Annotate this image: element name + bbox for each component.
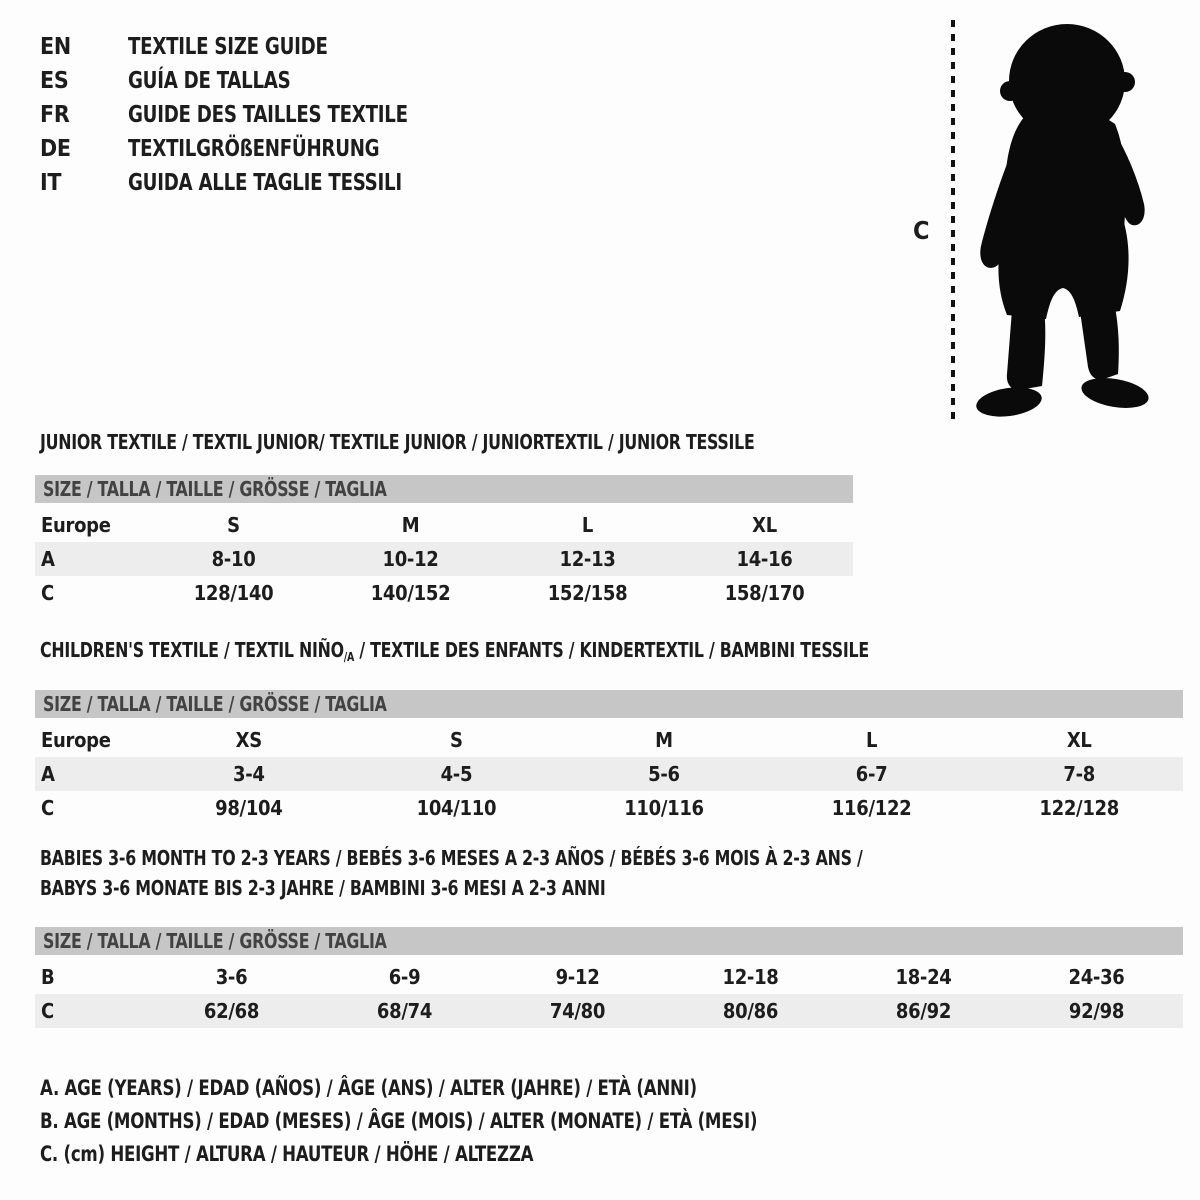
table-row (35, 576, 853, 610)
size-cell: 12-13 (559, 547, 616, 571)
size-cell: S (450, 728, 463, 752)
size-cell: 104/110 (416, 796, 497, 820)
legend-text: A. AGE (YEARS) / EDAD (AÑOS) / ÂGE (ANS) / ALTER (JAHRE) / ETÀ (ANNI) (40, 1076, 697, 1100)
size-cell: 7-8 (1063, 762, 1095, 786)
size-table (35, 723, 1183, 825)
size-cell: 5-6 (648, 762, 680, 786)
size-cell: XS (235, 728, 262, 752)
size-cell: 128/140 (193, 581, 274, 605)
lang-code: IT (40, 170, 62, 196)
table-row (35, 960, 1183, 994)
size-table (35, 508, 853, 610)
height-measure-label: C (913, 216, 930, 245)
section-title (40, 430, 853, 455)
size-cell: L (581, 513, 594, 537)
size-cell: 9-12 (555, 965, 600, 989)
legend-text: B. AGE (MONTHS) / EDAD (MESES) / ÂGE (MOIS) / ALTER (MONATE) / ETÀ (MESI) (40, 1109, 758, 1133)
size-cell: M (401, 513, 420, 537)
title-part-post: / TEXTILE DES ENFANTS / KINDERTEXTIL / BAMBINI TESSILE (354, 638, 869, 662)
lang-row-fr (40, 98, 446, 132)
lang-title: TEXTILE SIZE GUIDE (128, 34, 328, 60)
lang-row-en (40, 30, 446, 64)
height-figure (905, 14, 1200, 434)
table-row (35, 723, 1183, 757)
lang-code: FR (40, 102, 70, 128)
table-row (35, 508, 853, 542)
lang-title: GUÍA DE TALLAS (128, 68, 291, 94)
size-cell: XL (1066, 728, 1092, 752)
title-part-pre: CHILDREN'S TEXTILE / TEXTIL NIÑO (40, 638, 344, 662)
title-part-sub: /A (343, 650, 355, 664)
measure-legend (40, 1072, 855, 1171)
legend-text: C. (cm) HEIGHT / ALTURA / HAUTEUR / HÖHE / ALTEZZA (40, 1142, 534, 1166)
size-header-bar (35, 475, 853, 503)
size-cell: 14-16 (736, 547, 793, 571)
size-cell: 8-10 (211, 547, 256, 571)
size-cell: XL (752, 513, 777, 537)
lang-title: GUIDE DES TAILLES TEXTILE (128, 102, 408, 128)
size-cell: 86/92 (895, 999, 952, 1023)
size-cell: 122/128 (1039, 796, 1119, 820)
table-row (35, 791, 1183, 825)
row-label: C (41, 796, 54, 820)
size-header-text: SIZE / TALLA / TAILLE / GRÖSSE / TAGLIA (43, 929, 387, 953)
legend-line-c (40, 1138, 855, 1171)
size-cell: 158/170 (724, 581, 805, 605)
row-label: Europe (41, 728, 111, 752)
lang-code: EN (40, 34, 71, 60)
row-label: C (41, 581, 54, 605)
size-cell: 3-4 (232, 762, 265, 786)
size-cell: 140/152 (370, 581, 451, 605)
language-title-list (40, 30, 446, 200)
size-cell: 24-36 (1068, 965, 1125, 989)
size-header-text: SIZE / TALLA / TAILLE / GRÖSSE / TAGLIA (43, 477, 387, 501)
section-children-textile (35, 638, 1183, 825)
size-cell: 62/68 (203, 999, 260, 1023)
size-cell: 12-18 (722, 965, 779, 989)
section-title (40, 843, 1183, 903)
size-cell: 80/86 (722, 999, 779, 1023)
size-header-text: SIZE / TALLA / TAILLE / GRÖSSE / TAGLIA (43, 692, 387, 716)
row-label: A (41, 547, 55, 571)
size-cell: 74/80 (549, 999, 606, 1023)
section-title (40, 638, 1183, 670)
row-label: A (41, 762, 55, 786)
size-cell: S (227, 513, 240, 537)
size-cell: 68/74 (376, 999, 433, 1023)
table-row (35, 757, 1183, 791)
size-cell: 152/158 (547, 581, 628, 605)
table-row (35, 994, 1183, 1028)
size-cell: L (866, 728, 878, 752)
row-label: Europe (41, 513, 111, 537)
legend-line-a (40, 1072, 855, 1105)
lang-row-it (40, 166, 446, 200)
lang-title: GUIDA ALLE TAGLIE TESSILI (128, 170, 402, 196)
lang-row-de (40, 132, 446, 166)
legend-line-b (40, 1105, 855, 1138)
size-cell: 110/116 (624, 796, 704, 820)
size-cell: 98/104 (215, 796, 283, 820)
lang-code: ES (40, 68, 69, 94)
section-title-text (40, 638, 869, 670)
size-cell: 18-24 (895, 965, 952, 989)
size-header-bar (35, 690, 1183, 718)
section-junior-textile (35, 430, 853, 610)
size-cell: 116/122 (831, 796, 912, 820)
size-cell: 6-7 (855, 762, 888, 786)
row-label: C (41, 999, 54, 1023)
table-row (35, 542, 853, 576)
toddler-silhouette-icon (967, 18, 1157, 430)
size-cell: 3-6 (215, 965, 248, 989)
size-header-bar (35, 927, 1183, 955)
section-title-line2: BABYS 3-6 MONATE BIS 2-3 JAHRE / BAMBINI 3-6 MESI A 2-3 ANNI (40, 876, 606, 900)
section-babies-textile (35, 843, 1183, 1028)
size-table (35, 960, 1183, 1028)
size-cell: 4-5 (440, 762, 473, 786)
lang-row-es (40, 64, 446, 98)
size-cell: 6-9 (388, 965, 421, 989)
lang-title: TEXTILGRÖßENFÜHRUNG (128, 136, 380, 162)
height-measure-line (951, 20, 955, 422)
size-cell: 10-12 (382, 547, 439, 571)
lang-code: DE (40, 136, 71, 162)
size-cell: 92/98 (1068, 999, 1125, 1023)
section-title-text: JUNIOR TEXTILE / TEXTIL JUNIOR/ TEXTILE JUNIOR / JUNIORTEXTIL / JUNIOR TESSILE (40, 430, 755, 454)
size-cell: M (655, 728, 673, 752)
row-label: B (41, 965, 55, 989)
section-title-line1: BABIES 3-6 MONTH TO 2-3 YEARS / BEBÉS 3-6 MESES A 2-3 AÑOS / BÉBÉS 3-6 MOIS À 2-3 ANS / (40, 846, 863, 870)
